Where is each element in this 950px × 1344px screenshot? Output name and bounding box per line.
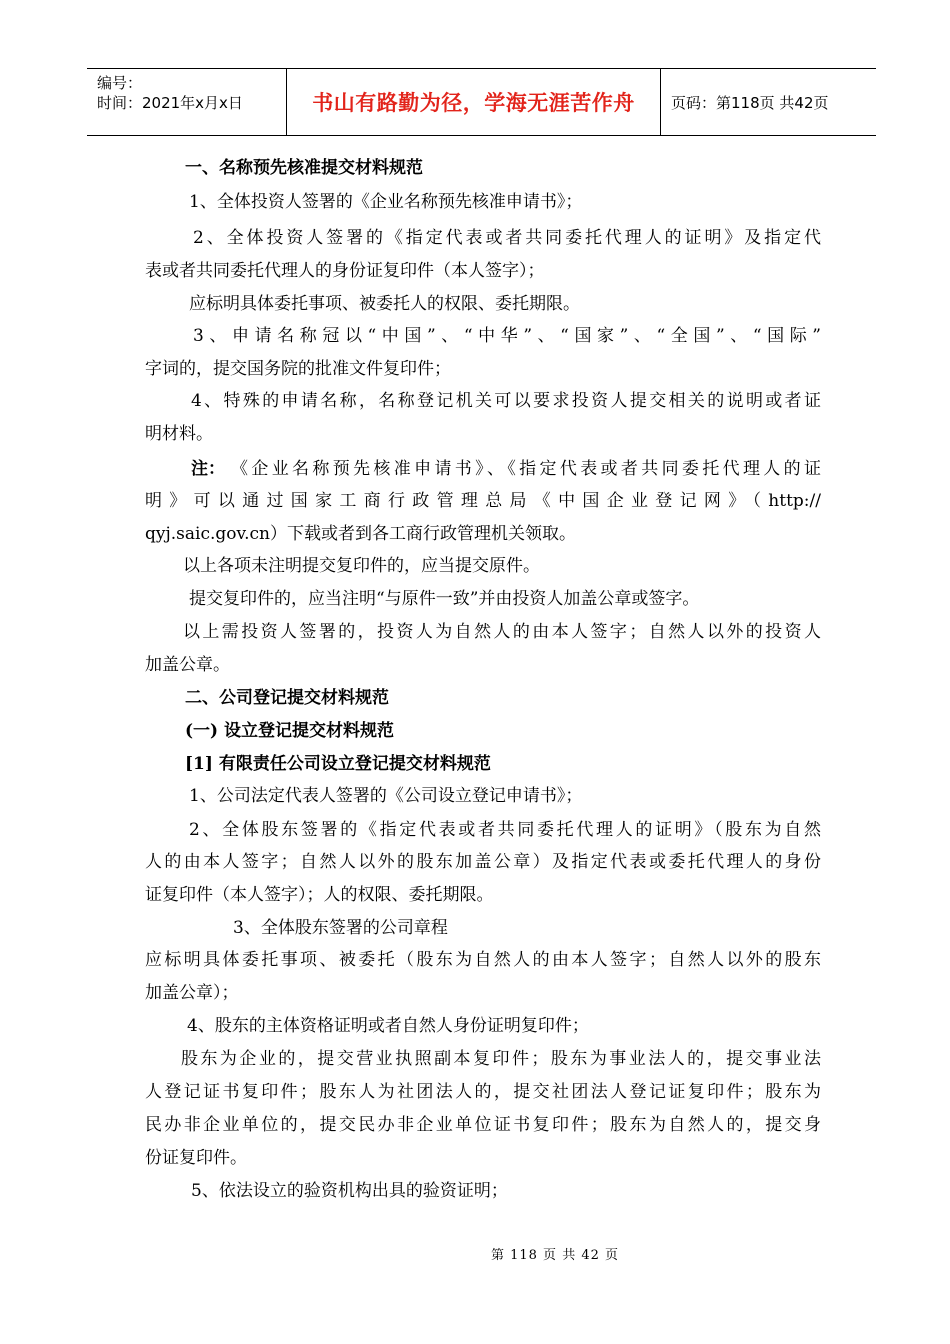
subsubsection-heading: [1] 有限责任公司设立登记提交材料规范 xyxy=(185,754,491,774)
paragraph-line: 以上各项未注明提交复印件的，应当提交原件。 xyxy=(183,556,540,576)
paragraph-line: 提交复印件的，应当注明“与原件一致”并由投资人加盖公章或签字。 xyxy=(189,589,700,609)
header-motto-cell xyxy=(287,69,661,135)
section-heading-2: 二、公司登记提交材料规范 xyxy=(185,688,389,708)
section-heading-1: 一、名称预先核准提交材料规范 xyxy=(185,158,423,178)
paragraph-line: 4、特殊的申请名称，名称登记机关可以要求投资人提交相关的说明或者证 xyxy=(191,391,821,411)
paragraph-line: 明材料。 xyxy=(145,424,213,444)
header-meta xyxy=(87,69,287,135)
paragraph-line: 应标明具体委托事项、被委托（股东为自然人的由本人签字；自然人以外的股东 xyxy=(145,950,821,970)
note-label: 注： xyxy=(191,459,225,479)
header-table xyxy=(87,68,876,136)
paragraph-line: 表或者共同委托代理人的身份证复印件（本人签字）； xyxy=(145,261,545,281)
paragraph-line: 5、依法设立的验资机构出具的验资证明； xyxy=(191,1181,508,1201)
document-number-label: 编号： xyxy=(97,74,143,92)
paragraph-line: 股东为企业的，提交营业执照副本复印件；股东为事业法人的，提交事业法 xyxy=(181,1049,821,1069)
paragraph-line: 加盖公章）； xyxy=(145,983,239,1003)
paragraph-line: 《企业名称预先核准申请书》、《指定代表或者共同委托代理人的证 xyxy=(231,459,821,479)
paragraph-line: 3、申请名称冠以“中国”、“中华”、“国家”、“全国”、“国际” xyxy=(193,326,821,346)
paragraph-line: 字词的，提交国务院的批准文件复印件； xyxy=(145,359,451,379)
paragraph-line: 2、全体股东签署的《指定代表或者共同委托代理人的证明》（股东为自然 xyxy=(189,820,821,840)
subsection-heading: (一) 设立登记提交材料规范 xyxy=(185,721,395,741)
paragraph-line: 证复印件（本人签字）；人的权限、委托期限。 xyxy=(145,885,494,905)
paragraph-line: 1、公司法定代表人签署的《公司设立登记申请书》； xyxy=(189,786,583,806)
footer-page-number: 第 118 页 共 42 页 xyxy=(490,1248,620,1263)
paragraph-line: 民办非企业单位的，提交民办非企业单位证书复印件；股东为自然人的，提交身 xyxy=(145,1115,821,1135)
paragraph-line: 份证复印件。 xyxy=(145,1148,247,1168)
paragraph-line: 4、股东的主体资格证明或者自然人身份证明复印件； xyxy=(187,1016,589,1036)
paragraph-line: 应标明具体委托事项、被委托人的权限、委托期限。 xyxy=(189,294,580,314)
paragraph-line: 加盖公章。 xyxy=(145,655,230,675)
paragraph-line: 1、全体投资人签署的《企业名称预先核准申请书》； xyxy=(189,192,583,212)
header-motto: 书山有路勤为径，学海无涯苦作舟 xyxy=(312,91,635,115)
paragraph-line: 3、全体股东签署的公司章程 xyxy=(233,918,448,938)
paragraph-line: 人登记证书复印件；股东人为社团法人的，提交社团法人登记证复印件；股东为 xyxy=(145,1082,821,1102)
document-time: 时间：2021年x月x日 xyxy=(97,94,243,112)
paragraph-line: 人的由本人签字；自然人以外的股东加盖公章）及指定代表或委托代理人的身份 xyxy=(145,852,821,872)
header-page-info xyxy=(661,69,876,135)
paragraph-line: 以上需投资人签署的，投资人为自然人的由本人签字；自然人以外的投资人 xyxy=(183,622,821,642)
paragraph-line: qyj.saic.gov.cn）下载或者到各工商行政管理机关领取。 xyxy=(145,524,576,544)
paragraph-line: 2、全体投资人签署的《指定代表或者共同委托代理人的证明》及指定代 xyxy=(193,228,821,248)
page-footer xyxy=(0,1244,950,1263)
page-info-text: 页码：第118页 共42页 xyxy=(671,93,829,112)
paragraph-line: 明》可以通过国家工商行政管理总局《中国企业登记网》（http:// xyxy=(145,491,821,511)
